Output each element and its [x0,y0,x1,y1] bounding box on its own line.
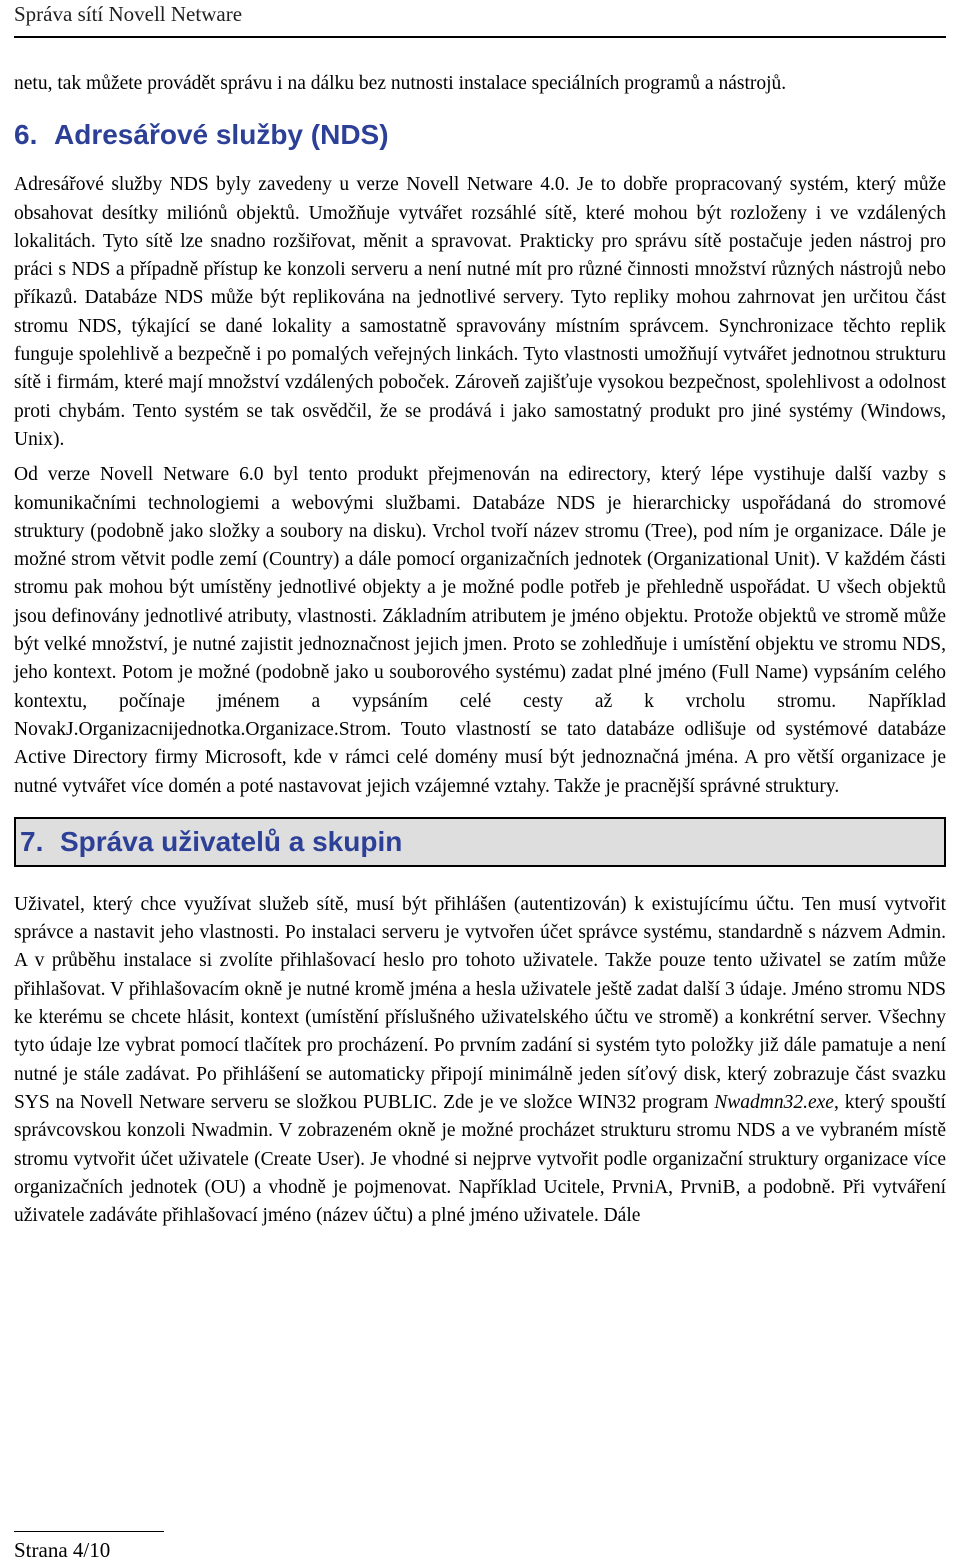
section-7-title: Správa uživatelů a skupin [60,825,403,857]
program-name: Nwadmn32.exe [714,1091,834,1113]
continued-paragraph: netu, tak můžete provádět správu i na dálku bez nutnosti instalace speciálních programů a nástrojů. [14,73,787,94]
page-body [14,70,946,1230]
section-6-title: Adresářové služby (NDS) [54,119,389,151]
section-7-heading [14,817,946,867]
section-6-number: 6. [14,119,38,151]
page-number: Strana 4/10 [14,1538,111,1562]
section-6-paragraph-1: Adresářové služby NDS byly zavedeny u verze Novell Netware 4.0. Je to dobře propracovaný systém, který může obsahovat desítky miliónů objektů. Umožňuje vytvářet rozsáhlé sítě, které mohou být rozloženy i ve vzdálených lokalitách. Tyto sítě lze snadno rozšiřovat, měnit a spravovat. Prakticky pro správu sítě postačuje jeden nástroj pro práci s NDS a případně přístup ke konzoli serveru a není nutné mít pro různé činnosti množství různých nástrojů nebo příkazů. Databáze NDS může být replikována na jednotlivé servery. Tyto repliky mohou zahrnovat jen určitou část stromu NDS, týkající se dané lokality a samostatně spravovány místním správcem. Synchronizace těchto replik funguje spolehlivě a bezpečně i po pomalých veřejných linkách. Tyto vlastnosti umožňují vytvářet jednotnou strukturu sítě i firmám, které mají množství vzdálených poboček. Zároveň zajišťuje vysokou bezpečnost, spolehlivost a odolnost proti chybám. Tento systém se tak osvědčil, že se prodává i jako samostatný produkt pro jiné systémy (Windows, Unix). [14,174,946,450]
footer-divider [14,1531,164,1532]
section-7-paragraph [14,891,946,1231]
section-7-text-part-1: Uživatel, který chce využívat služeb sítě, musí být přihlášen (autentizován) k existujícímu účtu. Ten musí vytvořit správce a nastavit jeho vlastnosti. Po instalaci serveru je vytvořen účet správce systému, standardně s názvem Admin. A v průběhu instalace si zvolíte přihlašovací heslo pro tohoto uživatele. Takže pouze tento uživatel se zatím může přihlašovat. V přihlašovacím okně je nutné kromě jména a hesla uživatele ještě zadat další 3 údaje. Jméno stromu NDS ke kterému se chcete hlásit, kontext (umístění příslušného uživatelského účtu ve stromě) a konkrétní server. Všechny tyto údaje lze vybrat pomocí tlačítek pro procházení. Po prvním zadání si systém tyto položky již dále pamatuje a není nutné je stále zadávat. Po přihlášení se automaticky připojí minimálně jeden síťový disk, který zobrazuje část svazku SYS na Novell Netware serveru se složkou PUBLIC. Zde je ve složce WIN32 program [14,893,946,1113]
section-7-text-part-2: , který spouští správcovskou konzoli Nwadmin. V zobrazeném okně je možné procházet strukturu stromu NDS a ve vybraném místě stromu vytvořit účet uživatele (Create User). Je vhodné si nejprve vytvořit podle organizační struktury organizace více organizačních jednotek (OU) a vhodně je pojmenovat. Například Ucitele, PrvniA, PrvniB, a podobně. Při vytváření uživatele zadáváte přihlašovací jméno (název účtu) a plné jméno uživatele. Dále [14,1091,946,1227]
header-divider [14,36,946,38]
section-7-number: 7. [20,825,44,857]
running-header-title: Správa sítí Novell Netware [14,2,243,26]
section-6-paragraph-2: Od verze Novell Netware 6.0 byl tento produkt přejmenován na edirectory, který lépe vystihuje další vazby s komunikačními technologiemi a webovými službami. Databáze NDS je hierarchicky uspořádaná do stromové struktury (podobně jako složky a soubory na disku). Vrchol tvoří název stromu (Tree), pod ním je organizace. Dále je možné strom větvit podle zemí (Country) a dále pomocí organizačních jednotek (Organizational Unit). V každém části stromu pak mohou být umístěny jednotlivé objekty a je možné podle potřeb je přehledně uspořádat. U všech objektů jsou definovány jednotlivé atributy, vlastnosti. Základním atributem je jméno objektu. Protože objektů ve stromě může být velké množství, je nutné zajistit jednoznačnost jejich jmen. Proto se zohledňuje i umístění objektu ve stromu NDS, jeho kontext. Potom je možné (podobně jako u souborového systému) zadat plné jméno (Full Name) vypsáním celého kontextu, počínaje jménem a vypsáním celé cesty až k vrcholu stromu. Například NovakJ.Organizacnijednotka.Organizace.Strom. Touto vlastností se tato databáze odlišuje od systémové databáze Active Directory firmy Microsoft, kde v rámci celé domény musí být jednoznačná jména. A pro větší organizace je nutné vytvářet více domén a poté nastavovat jejich vzájemné vztahy. Takže je pracnější správné struktury. [14,464,946,797]
section-6-heading [14,117,946,153]
